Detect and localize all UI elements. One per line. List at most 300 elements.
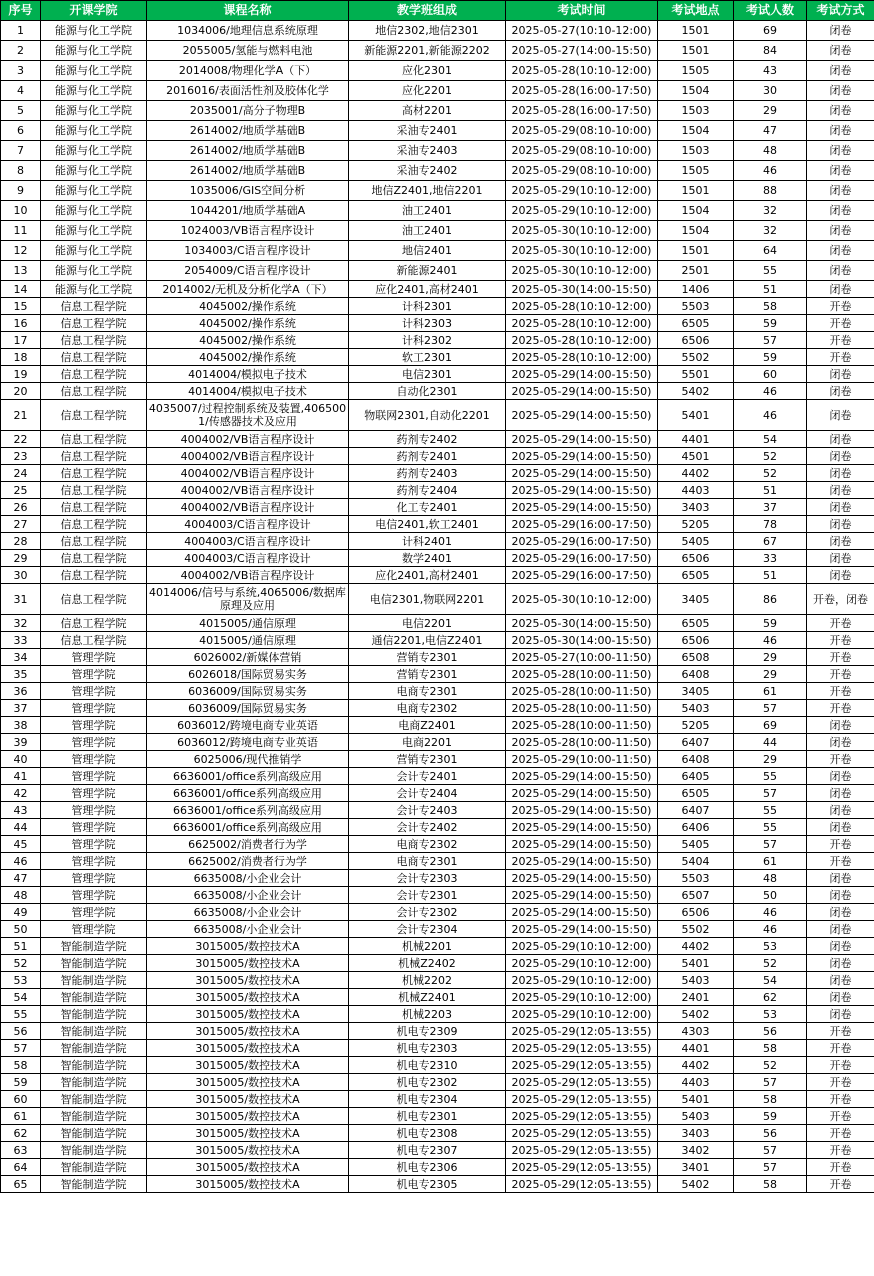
cell-exam-room[interactable]: 5405 — [658, 533, 734, 550]
cell-course[interactable]: 4045002/操作系统 — [147, 315, 349, 332]
cell-exam-time[interactable]: 2025-05-29(14:00-15:50) — [506, 802, 658, 819]
cell-exam-room[interactable]: 5403 — [658, 1108, 734, 1125]
header-course[interactable]: 课程名称 — [147, 1, 349, 21]
cell-exam-room[interactable]: 1504 — [658, 121, 734, 141]
cell-exam-count[interactable]: 29 — [734, 751, 807, 768]
cell-classes[interactable]: 机电专2305 — [349, 1176, 506, 1193]
cell-exam-room[interactable]: 6506 — [658, 632, 734, 649]
cell-college[interactable]: 智能制造学院 — [41, 1159, 147, 1176]
cell-college[interactable]: 管理学院 — [41, 649, 147, 666]
cell-exam-count[interactable]: 56 — [734, 1023, 807, 1040]
cell-college[interactable]: 信息工程学院 — [41, 431, 147, 448]
cell-course[interactable]: 3015005/数控技术A — [147, 955, 349, 972]
cell-exam-time[interactable]: 2025-05-30(14:00-15:50) — [506, 281, 658, 298]
cell-college[interactable]: 能源与化工学院 — [41, 101, 147, 121]
cell-college[interactable]: 智能制造学院 — [41, 955, 147, 972]
cell-college[interactable]: 信息工程学院 — [41, 383, 147, 400]
cell-course[interactable]: 3015005/数控技术A — [147, 938, 349, 955]
cell-course[interactable]: 4004002/VB语言程序设计 — [147, 448, 349, 465]
cell-course[interactable]: 4004003/C语言程序设计 — [147, 550, 349, 567]
cell-exam-count[interactable]: 67 — [734, 533, 807, 550]
cell-exam-count[interactable]: 57 — [734, 1142, 807, 1159]
cell-exam-time[interactable]: 2025-05-28(16:00-17:50) — [506, 81, 658, 101]
cell-exam-time[interactable]: 2025-05-29(14:00-15:50) — [506, 400, 658, 431]
cell-classes[interactable]: 应化2201 — [349, 81, 506, 101]
cell-classes[interactable]: 采油专2401 — [349, 121, 506, 141]
cell-classes[interactable]: 会计专2402 — [349, 819, 506, 836]
cell-course[interactable]: 4045002/操作系统 — [147, 332, 349, 349]
cell-exam-time[interactable]: 2025-05-30(10:10-12:00) — [506, 584, 658, 615]
cell-course[interactable]: 4014006/信号与系统,4065006/数据库原理及应用 — [147, 584, 349, 615]
cell-course[interactable]: 3015005/数控技术A — [147, 1159, 349, 1176]
cell-index[interactable]: 47 — [1, 870, 41, 887]
cell-exam-time[interactable]: 2025-05-29(14:00-15:50) — [506, 836, 658, 853]
cell-exam-mode[interactable]: 开卷 — [807, 1023, 874, 1040]
cell-classes[interactable]: 化工专2401 — [349, 499, 506, 516]
cell-exam-time[interactable]: 2025-05-29(10:10-12:00) — [506, 972, 658, 989]
cell-course[interactable]: 4004002/VB语言程序设计 — [147, 465, 349, 482]
cell-college[interactable]: 管理学院 — [41, 751, 147, 768]
cell-index[interactable]: 23 — [1, 448, 41, 465]
cell-course[interactable]: 6636001/office系列高级应用 — [147, 802, 349, 819]
cell-college[interactable]: 能源与化工学院 — [41, 161, 147, 181]
cell-course[interactable]: 2014008/物理化学A（下） — [147, 61, 349, 81]
cell-classes[interactable]: 计科2301 — [349, 298, 506, 315]
cell-exam-mode[interactable]: 闭卷 — [807, 870, 874, 887]
cell-index[interactable]: 40 — [1, 751, 41, 768]
cell-exam-count[interactable]: 29 — [734, 101, 807, 121]
cell-course[interactable]: 3015005/数控技术A — [147, 1057, 349, 1074]
cell-college[interactable]: 信息工程学院 — [41, 533, 147, 550]
cell-classes[interactable]: 会计专2302 — [349, 904, 506, 921]
cell-index[interactable]: 64 — [1, 1159, 41, 1176]
cell-exam-room[interactable]: 6406 — [658, 819, 734, 836]
cell-course[interactable]: 2614002/地质学基础B — [147, 161, 349, 181]
cell-exam-mode[interactable]: 闭卷 — [807, 465, 874, 482]
cell-course[interactable]: 3015005/数控技术A — [147, 1125, 349, 1142]
cell-exam-time[interactable]: 2025-05-29(08:10-10:00) — [506, 161, 658, 181]
cell-course[interactable]: 6026002/新媒体营销 — [147, 649, 349, 666]
cell-college[interactable]: 信息工程学院 — [41, 332, 147, 349]
cell-exam-room[interactable]: 1504 — [658, 201, 734, 221]
cell-exam-count[interactable]: 32 — [734, 221, 807, 241]
cell-exam-time[interactable]: 2025-05-29(10:10-12:00) — [506, 955, 658, 972]
cell-index[interactable]: 59 — [1, 1074, 41, 1091]
cell-exam-mode[interactable]: 闭卷 — [807, 550, 874, 567]
cell-exam-time[interactable]: 2025-05-29(14:00-15:50) — [506, 921, 658, 938]
cell-college[interactable]: 信息工程学院 — [41, 482, 147, 499]
cell-exam-mode[interactable]: 闭卷 — [807, 972, 874, 989]
cell-college[interactable]: 智能制造学院 — [41, 972, 147, 989]
cell-classes[interactable]: 机电专2301 — [349, 1108, 506, 1125]
cell-college[interactable]: 管理学院 — [41, 683, 147, 700]
cell-classes[interactable]: 机械2203 — [349, 1006, 506, 1023]
header-college[interactable]: 开课学院 — [41, 1, 147, 21]
cell-exam-time[interactable]: 2025-05-28(10:10-12:00) — [506, 332, 658, 349]
cell-exam-mode[interactable]: 开卷 — [807, 700, 874, 717]
cell-course[interactable]: 6026018/国际贸易实务 — [147, 666, 349, 683]
cell-classes[interactable]: 油工2401 — [349, 201, 506, 221]
cell-exam-time[interactable]: 2025-05-29(16:00-17:50) — [506, 516, 658, 533]
cell-classes[interactable]: 机械2201 — [349, 938, 506, 955]
cell-exam-mode[interactable]: 闭卷 — [807, 1006, 874, 1023]
cell-index[interactable]: 51 — [1, 938, 41, 955]
cell-exam-room[interactable]: 5402 — [658, 1176, 734, 1193]
cell-college[interactable]: 能源与化工学院 — [41, 61, 147, 81]
cell-exam-mode[interactable]: 闭卷 — [807, 281, 874, 298]
cell-exam-count[interactable]: 51 — [734, 482, 807, 499]
cell-exam-time[interactable]: 2025-05-28(10:00-11:50) — [506, 700, 658, 717]
cell-course[interactable]: 2055005/氢能与燃料电池 — [147, 41, 349, 61]
cell-exam-count[interactable]: 29 — [734, 666, 807, 683]
cell-index[interactable]: 5 — [1, 101, 41, 121]
cell-exam-mode[interactable]: 开卷 — [807, 1142, 874, 1159]
cell-exam-room[interactable]: 6505 — [658, 567, 734, 584]
cell-exam-time[interactable]: 2025-05-29(12:05-13:55) — [506, 1074, 658, 1091]
cell-course[interactable]: 6635008/小企业会计 — [147, 887, 349, 904]
cell-exam-time[interactable]: 2025-05-29(16:00-17:50) — [506, 533, 658, 550]
cell-course[interactable]: 2614002/地质学基础B — [147, 121, 349, 141]
cell-exam-room[interactable]: 5403 — [658, 700, 734, 717]
cell-exam-room[interactable]: 1505 — [658, 161, 734, 181]
cell-exam-mode[interactable]: 闭卷 — [807, 41, 874, 61]
cell-exam-time[interactable]: 2025-05-30(14:00-15:50) — [506, 632, 658, 649]
cell-exam-room[interactable]: 3405 — [658, 584, 734, 615]
cell-index[interactable]: 41 — [1, 768, 41, 785]
cell-college[interactable]: 智能制造学院 — [41, 1091, 147, 1108]
cell-exam-count[interactable]: 37 — [734, 499, 807, 516]
cell-index[interactable]: 60 — [1, 1091, 41, 1108]
cell-exam-time[interactable]: 2025-05-27(10:10-12:00) — [506, 21, 658, 41]
cell-index[interactable]: 19 — [1, 366, 41, 383]
cell-classes[interactable]: 药剂专2404 — [349, 482, 506, 499]
cell-exam-count[interactable]: 48 — [734, 141, 807, 161]
cell-exam-count[interactable]: 58 — [734, 1091, 807, 1108]
cell-index[interactable]: 36 — [1, 683, 41, 700]
cell-exam-mode[interactable]: 闭卷 — [807, 366, 874, 383]
cell-classes[interactable]: 应化2401,高材2401 — [349, 281, 506, 298]
cell-exam-time[interactable]: 2025-05-29(12:05-13:55) — [506, 1142, 658, 1159]
cell-exam-room[interactable]: 2501 — [658, 261, 734, 281]
cell-exam-count[interactable]: 46 — [734, 400, 807, 431]
header-exam-time[interactable]: 考试时间 — [506, 1, 658, 21]
cell-classes[interactable]: 会计专2403 — [349, 802, 506, 819]
cell-exam-mode[interactable]: 闭卷 — [807, 161, 874, 181]
cell-college[interactable]: 管理学院 — [41, 887, 147, 904]
cell-exam-room[interactable]: 5502 — [658, 921, 734, 938]
cell-exam-mode[interactable]: 开卷 — [807, 649, 874, 666]
cell-index[interactable]: 22 — [1, 431, 41, 448]
cell-exam-count[interactable]: 88 — [734, 181, 807, 201]
cell-exam-count[interactable]: 55 — [734, 261, 807, 281]
cell-college[interactable]: 管理学院 — [41, 734, 147, 751]
cell-exam-count[interactable]: 64 — [734, 241, 807, 261]
cell-exam-count[interactable]: 52 — [734, 448, 807, 465]
cell-exam-count[interactable]: 57 — [734, 836, 807, 853]
cell-course[interactable]: 1024003/VB语言程序设计 — [147, 221, 349, 241]
cell-exam-room[interactable]: 6508 — [658, 649, 734, 666]
cell-course[interactable]: 2614002/地质学基础B — [147, 141, 349, 161]
cell-exam-room[interactable]: 1503 — [658, 141, 734, 161]
cell-exam-mode[interactable]: 开卷 — [807, 1176, 874, 1193]
cell-course[interactable]: 4004002/VB语言程序设计 — [147, 482, 349, 499]
cell-exam-count[interactable]: 50 — [734, 887, 807, 904]
cell-exam-time[interactable]: 2025-05-29(14:00-15:50) — [506, 465, 658, 482]
cell-index[interactable]: 58 — [1, 1057, 41, 1074]
cell-exam-time[interactable]: 2025-05-28(16:00-17:50) — [506, 101, 658, 121]
cell-index[interactable]: 31 — [1, 584, 41, 615]
cell-exam-time[interactable]: 2025-05-30(10:10-12:00) — [506, 261, 658, 281]
cell-exam-room[interactable]: 3401 — [658, 1159, 734, 1176]
cell-index[interactable]: 63 — [1, 1142, 41, 1159]
cell-college[interactable]: 管理学院 — [41, 836, 147, 853]
cell-exam-mode[interactable]: 闭卷 — [807, 61, 874, 81]
cell-index[interactable]: 17 — [1, 332, 41, 349]
cell-course[interactable]: 4004003/C语言程序设计 — [147, 516, 349, 533]
cell-course[interactable]: 6036009/国际贸易实务 — [147, 700, 349, 717]
cell-classes[interactable]: 机械Z2402 — [349, 955, 506, 972]
cell-exam-count[interactable]: 54 — [734, 972, 807, 989]
cell-course[interactable]: 3015005/数控技术A — [147, 1006, 349, 1023]
cell-college[interactable]: 能源与化工学院 — [41, 181, 147, 201]
cell-exam-mode[interactable]: 闭卷 — [807, 887, 874, 904]
cell-exam-time[interactable]: 2025-05-29(12:05-13:55) — [506, 1125, 658, 1142]
cell-course[interactable]: 4004002/VB语言程序设计 — [147, 567, 349, 584]
cell-exam-time[interactable]: 2025-05-29(14:00-15:50) — [506, 448, 658, 465]
cell-exam-mode[interactable]: 开卷 — [807, 615, 874, 632]
cell-index[interactable]: 33 — [1, 632, 41, 649]
cell-index[interactable]: 18 — [1, 349, 41, 366]
cell-classes[interactable]: 机械2202 — [349, 972, 506, 989]
cell-course[interactable]: 3015005/数控技术A — [147, 1108, 349, 1125]
cell-exam-room[interactable]: 4402 — [658, 465, 734, 482]
cell-exam-time[interactable]: 2025-05-28(10:00-11:50) — [506, 683, 658, 700]
cell-classes[interactable]: 药剂专2403 — [349, 465, 506, 482]
cell-exam-mode[interactable]: 闭卷 — [807, 221, 874, 241]
cell-exam-count[interactable]: 56 — [734, 1125, 807, 1142]
cell-exam-count[interactable]: 69 — [734, 21, 807, 41]
cell-classes[interactable]: 地信2401 — [349, 241, 506, 261]
cell-exam-mode[interactable]: 开卷 — [807, 349, 874, 366]
cell-exam-time[interactable]: 2025-05-29(12:05-13:55) — [506, 1023, 658, 1040]
cell-exam-time[interactable]: 2025-05-29(14:00-15:50) — [506, 785, 658, 802]
cell-exam-time[interactable]: 2025-05-28(10:00-11:50) — [506, 666, 658, 683]
cell-index[interactable]: 6 — [1, 121, 41, 141]
cell-exam-room[interactable]: 1505 — [658, 61, 734, 81]
cell-exam-mode[interactable]: 开卷 — [807, 332, 874, 349]
cell-exam-room[interactable]: 1503 — [658, 101, 734, 121]
cell-classes[interactable]: 物联网2301,自动化2201 — [349, 400, 506, 431]
cell-exam-count[interactable]: 51 — [734, 567, 807, 584]
cell-college[interactable]: 信息工程学院 — [41, 516, 147, 533]
cell-exam-count[interactable]: 55 — [734, 768, 807, 785]
cell-exam-time[interactable]: 2025-05-29(14:00-15:50) — [506, 819, 658, 836]
cell-index[interactable]: 10 — [1, 201, 41, 221]
cell-exam-room[interactable]: 6408 — [658, 666, 734, 683]
cell-exam-count[interactable]: 48 — [734, 870, 807, 887]
cell-exam-time[interactable]: 2025-05-30(10:10-12:00) — [506, 221, 658, 241]
cell-classes[interactable]: 计科2401 — [349, 533, 506, 550]
cell-exam-room[interactable]: 3403 — [658, 1125, 734, 1142]
cell-index[interactable]: 13 — [1, 261, 41, 281]
cell-exam-count[interactable]: 55 — [734, 819, 807, 836]
cell-college[interactable]: 管理学院 — [41, 768, 147, 785]
cell-course[interactable]: 6025006/现代推销学 — [147, 751, 349, 768]
cell-index[interactable]: 43 — [1, 802, 41, 819]
cell-classes[interactable]: 高材2201 — [349, 101, 506, 121]
cell-exam-mode[interactable]: 闭卷 — [807, 516, 874, 533]
cell-exam-room[interactable]: 3403 — [658, 499, 734, 516]
cell-exam-count[interactable]: 32 — [734, 201, 807, 221]
cell-exam-room[interactable]: 6405 — [658, 768, 734, 785]
cell-exam-time[interactable]: 2025-05-29(12:05-13:55) — [506, 1057, 658, 1074]
cell-classes[interactable]: 机电专2309 — [349, 1023, 506, 1040]
cell-college[interactable]: 信息工程学院 — [41, 550, 147, 567]
cell-classes[interactable]: 计科2303 — [349, 315, 506, 332]
cell-exam-mode[interactable]: 开卷 — [807, 836, 874, 853]
cell-college[interactable]: 智能制造学院 — [41, 1074, 147, 1091]
cell-exam-count[interactable]: 57 — [734, 332, 807, 349]
cell-exam-mode[interactable]: 闭卷 — [807, 261, 874, 281]
cell-exam-room[interactable]: 5404 — [658, 853, 734, 870]
cell-exam-time[interactable]: 2025-05-28(10:10-12:00) — [506, 315, 658, 332]
cell-exam-room[interactable]: 5403 — [658, 972, 734, 989]
cell-exam-mode[interactable]: 开卷 — [807, 1091, 874, 1108]
cell-exam-count[interactable]: 58 — [734, 1040, 807, 1057]
cell-college[interactable]: 能源与化工学院 — [41, 221, 147, 241]
cell-exam-mode[interactable]: 开卷 — [807, 315, 874, 332]
cell-exam-count[interactable]: 59 — [734, 615, 807, 632]
cell-exam-count[interactable]: 52 — [734, 955, 807, 972]
cell-exam-count[interactable]: 52 — [734, 465, 807, 482]
cell-exam-time[interactable]: 2025-05-29(14:00-15:50) — [506, 768, 658, 785]
cell-college[interactable]: 智能制造学院 — [41, 1006, 147, 1023]
cell-classes[interactable]: 电信2201 — [349, 615, 506, 632]
cell-exam-time[interactable]: 2025-05-28(10:10-12:00) — [506, 349, 658, 366]
cell-college[interactable]: 能源与化工学院 — [41, 41, 147, 61]
cell-classes[interactable]: 会计专2401 — [349, 768, 506, 785]
cell-index[interactable]: 65 — [1, 1176, 41, 1193]
cell-exam-time[interactable]: 2025-05-29(14:00-15:50) — [506, 870, 658, 887]
cell-exam-time[interactable]: 2025-05-29(12:05-13:55) — [506, 1159, 658, 1176]
cell-exam-count[interactable]: 58 — [734, 1176, 807, 1193]
cell-college[interactable]: 管理学院 — [41, 904, 147, 921]
cell-exam-time[interactable]: 2025-05-29(10:00-11:50) — [506, 751, 658, 768]
cell-exam-count[interactable]: 59 — [734, 315, 807, 332]
cell-college[interactable]: 智能制造学院 — [41, 1176, 147, 1193]
cell-classes[interactable]: 机电专2307 — [349, 1142, 506, 1159]
cell-exam-count[interactable]: 44 — [734, 734, 807, 751]
cell-exam-room[interactable]: 5502 — [658, 349, 734, 366]
cell-exam-room[interactable]: 3402 — [658, 1142, 734, 1159]
cell-exam-room[interactable]: 4501 — [658, 448, 734, 465]
cell-index[interactable]: 15 — [1, 298, 41, 315]
cell-exam-mode[interactable]: 闭卷 — [807, 400, 874, 431]
cell-exam-count[interactable]: 30 — [734, 81, 807, 101]
cell-exam-mode[interactable]: 闭卷 — [807, 938, 874, 955]
cell-exam-room[interactable]: 6505 — [658, 615, 734, 632]
cell-classes[interactable]: 药剂专2401 — [349, 448, 506, 465]
cell-college[interactable]: 信息工程学院 — [41, 400, 147, 431]
cell-index[interactable]: 48 — [1, 887, 41, 904]
cell-course[interactable]: 6036012/跨境电商专业英语 — [147, 717, 349, 734]
cell-exam-count[interactable]: 69 — [734, 717, 807, 734]
cell-exam-time[interactable]: 2025-05-29(14:00-15:50) — [506, 366, 658, 383]
header-exam-room[interactable]: 考试地点 — [658, 1, 734, 21]
cell-exam-room[interactable]: 6506 — [658, 904, 734, 921]
cell-exam-time[interactable]: 2025-05-27(14:00-15:50) — [506, 41, 658, 61]
cell-course[interactable]: 6635008/小企业会计 — [147, 921, 349, 938]
cell-exam-mode[interactable]: 闭卷 — [807, 81, 874, 101]
cell-index[interactable]: 20 — [1, 383, 41, 400]
cell-exam-time[interactable]: 2025-05-30(14:00-15:50) — [506, 615, 658, 632]
cell-exam-room[interactable]: 4403 — [658, 1074, 734, 1091]
cell-course[interactable]: 1044201/地质学基础A — [147, 201, 349, 221]
cell-exam-mode[interactable]: 闭卷 — [807, 201, 874, 221]
cell-exam-room[interactable]: 5405 — [658, 836, 734, 853]
cell-exam-mode[interactable]: 闭卷 — [807, 482, 874, 499]
cell-course[interactable]: 6036012/跨境电商专业英语 — [147, 734, 349, 751]
cell-index[interactable]: 32 — [1, 615, 41, 632]
cell-classes[interactable]: 电商专2302 — [349, 700, 506, 717]
cell-classes[interactable]: 电商专2302 — [349, 836, 506, 853]
cell-classes[interactable]: 计科2302 — [349, 332, 506, 349]
cell-exam-mode[interactable]: 闭卷 — [807, 101, 874, 121]
cell-college[interactable]: 智能制造学院 — [41, 938, 147, 955]
cell-classes[interactable]: 药剂专2402 — [349, 431, 506, 448]
cell-classes[interactable]: 电信2301,物联网2201 — [349, 584, 506, 615]
cell-classes[interactable]: 油工2401 — [349, 221, 506, 241]
cell-exam-count[interactable]: 33 — [734, 550, 807, 567]
cell-index[interactable]: 62 — [1, 1125, 41, 1142]
cell-exam-count[interactable]: 61 — [734, 683, 807, 700]
cell-index[interactable]: 34 — [1, 649, 41, 666]
cell-course[interactable]: 6636001/office系列高级应用 — [147, 768, 349, 785]
cell-exam-room[interactable]: 6407 — [658, 802, 734, 819]
cell-exam-mode[interactable]: 开卷 — [807, 751, 874, 768]
cell-exam-mode[interactable]: 开卷 — [807, 1040, 874, 1057]
cell-index[interactable]: 1 — [1, 21, 41, 41]
cell-exam-count[interactable]: 46 — [734, 921, 807, 938]
cell-exam-room[interactable]: 6507 — [658, 887, 734, 904]
cell-course[interactable]: 1035006/GIS空间分析 — [147, 181, 349, 201]
cell-exam-mode[interactable]: 开卷 — [807, 298, 874, 315]
cell-exam-room[interactable]: 6505 — [658, 315, 734, 332]
cell-exam-room[interactable]: 4402 — [658, 938, 734, 955]
cell-exam-room[interactable]: 1504 — [658, 221, 734, 241]
cell-college[interactable]: 能源与化工学院 — [41, 281, 147, 298]
cell-classes[interactable]: 应化2401,高材2401 — [349, 567, 506, 584]
cell-exam-mode[interactable]: 闭卷 — [807, 768, 874, 785]
cell-course[interactable]: 3015005/数控技术A — [147, 1091, 349, 1108]
cell-course[interactable]: 3015005/数控技术A — [147, 1074, 349, 1091]
cell-classes[interactable]: 地信2302,地信2301 — [349, 21, 506, 41]
cell-classes[interactable]: 营销专2301 — [349, 649, 506, 666]
cell-exam-count[interactable]: 46 — [734, 161, 807, 181]
cell-exam-time[interactable]: 2025-05-29(14:00-15:50) — [506, 431, 658, 448]
cell-index[interactable]: 24 — [1, 465, 41, 482]
cell-exam-mode[interactable]: 闭卷 — [807, 241, 874, 261]
cell-index[interactable]: 4 — [1, 81, 41, 101]
cell-classes[interactable]: 电商Z2401 — [349, 717, 506, 734]
cell-exam-count[interactable]: 57 — [734, 785, 807, 802]
cell-index[interactable]: 35 — [1, 666, 41, 683]
cell-course[interactable]: 3015005/数控技术A — [147, 989, 349, 1006]
cell-index[interactable]: 45 — [1, 836, 41, 853]
cell-college[interactable]: 智能制造学院 — [41, 1023, 147, 1040]
header-exam-count[interactable]: 考试人数 — [734, 1, 807, 21]
cell-exam-room[interactable]: 5401 — [658, 955, 734, 972]
